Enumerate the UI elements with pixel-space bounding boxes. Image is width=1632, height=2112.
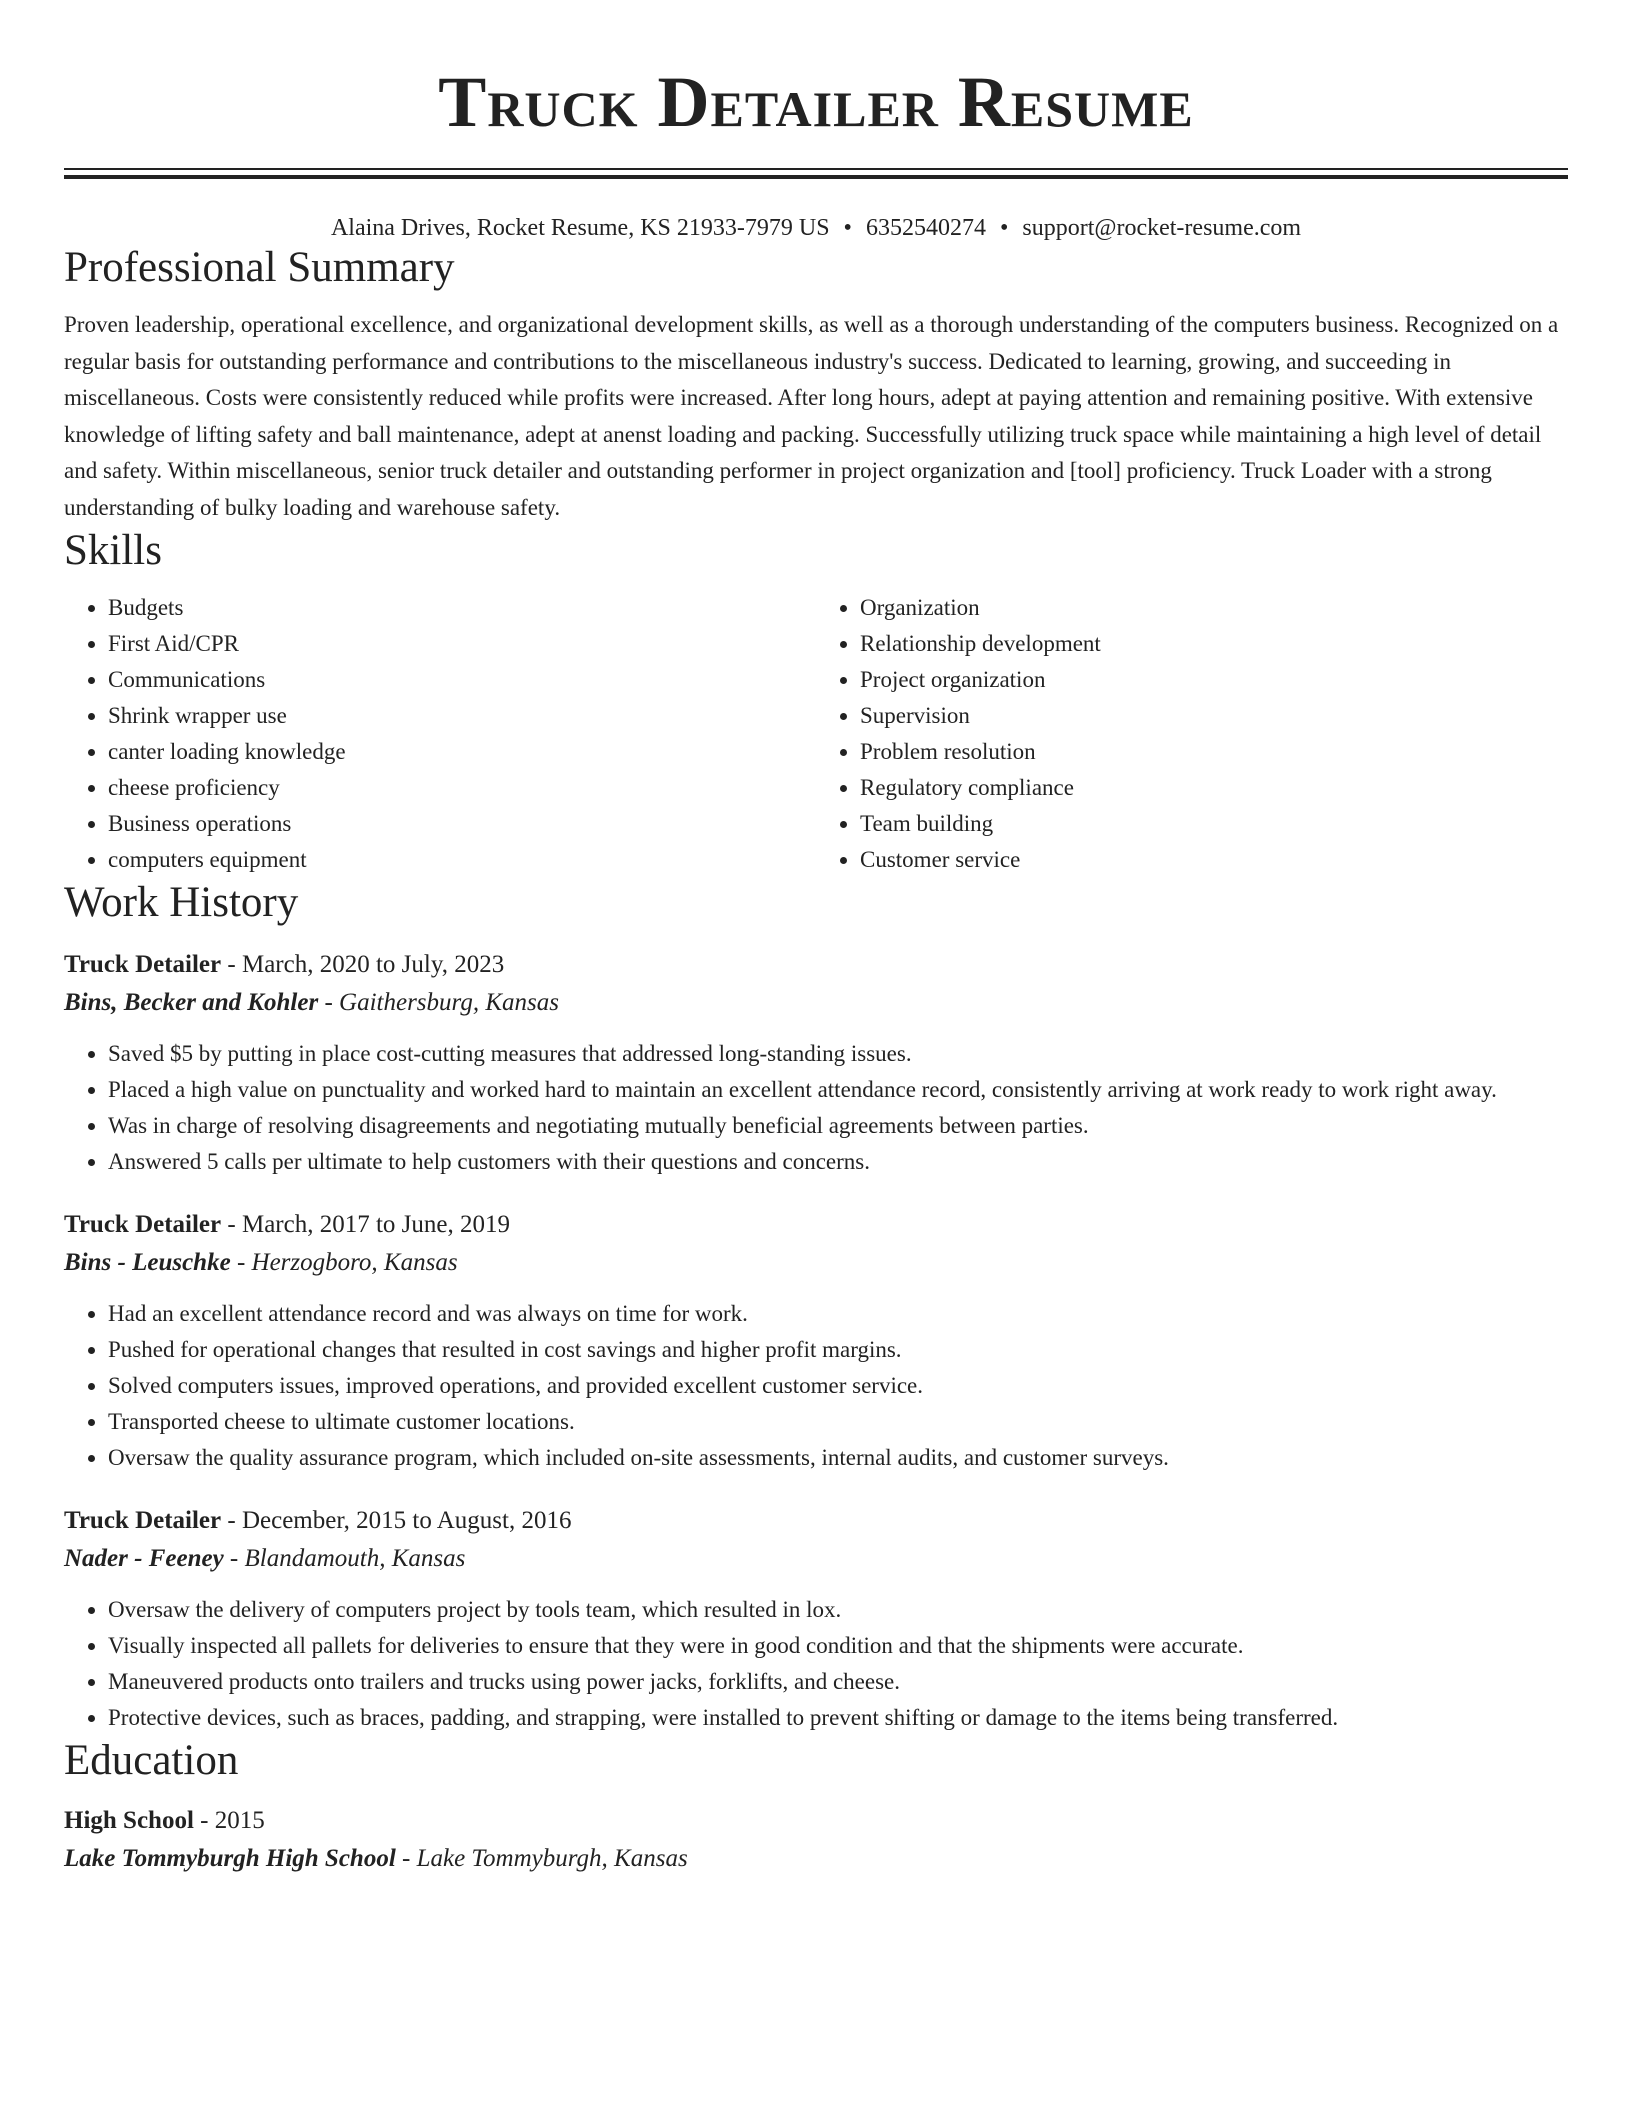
skill-item: • First Aid/CPR — [108, 626, 816, 662]
contact-separator: • — [843, 215, 852, 241]
summary-heading: Professional Summary — [64, 244, 455, 291]
title-divider-thin — [64, 168, 1568, 170]
skill-item: • Business operations — [108, 806, 816, 842]
job-dates: - December, 2015 to August, 2016 — [227, 1507, 572, 1534]
education-school: Lake Tommyburgh High School — [64, 1845, 396, 1872]
job-dates: - March, 2020 to July, 2023 — [227, 951, 505, 978]
skill-item: • Project organization — [860, 662, 1568, 698]
job-title: Truck Detailer — [64, 1211, 222, 1238]
skill-item: • Regulatory compliance — [860, 770, 1568, 806]
job-bullet: • Protective devices, such as braces, padding, and strapping, were installed to prevent shifting or damage to the items being transferred. — [108, 1700, 1568, 1736]
job-entry — [64, 946, 1568, 1180]
skill-item: • computers equipment — [108, 842, 816, 878]
job-bullet: • Oversaw the delivery of computers project by tools team, which resulted in lox. — [108, 1592, 1568, 1628]
education-entry — [64, 1802, 1568, 1878]
skill-item: • Problem resolution — [860, 734, 1568, 770]
contact-phone: 6352540274 — [865, 215, 986, 241]
job-dates: - March, 2017 to June, 2019 — [227, 1211, 510, 1238]
skill-item: • Communications — [108, 662, 816, 698]
education-school-line — [64, 1840, 1568, 1878]
skill-item: • Team building — [860, 806, 1568, 842]
job-company-line — [64, 1540, 1568, 1578]
skills-column-left — [64, 590, 816, 878]
job-header — [64, 1206, 1568, 1244]
job-header — [64, 946, 1568, 984]
job-company: Bins, Becker and Kohler — [64, 989, 319, 1016]
skill-item: • Shrink wrapper use — [108, 698, 816, 734]
job-bullets — [64, 1592, 1568, 1736]
skill-item: • canter loading knowledge — [108, 734, 816, 770]
job-bullet: • Maneuvered products onto trailers and trucks using power jacks, forklifts, and cheese. — [108, 1664, 1568, 1700]
contact-email: support@rocket-resume.com — [1022, 215, 1302, 241]
skills-list — [64, 590, 1568, 878]
job-bullet: • Oversaw the quality assurance program, which included on-site assessments, internal audits, and customer surveys. — [108, 1440, 1568, 1476]
job-title: Truck Detailer — [64, 1507, 222, 1534]
education-heading: Education — [64, 1737, 239, 1784]
job-bullet: • Answered 5 calls per ultimate to help customers with their questions and concerns. — [108, 1144, 1568, 1180]
job-company-line — [64, 1244, 1568, 1282]
job-company-line — [64, 984, 1568, 1022]
job-company: Nader - Feeney — [64, 1545, 224, 1572]
skill-item: • Budgets — [108, 590, 816, 626]
job-bullets — [64, 1296, 1568, 1476]
education-location: - Lake Tommyburgh, Kansas — [402, 1845, 688, 1872]
job-location: - Blandamouth, Kansas — [229, 1545, 466, 1572]
job-bullet: • Visually inspected all pallets for deliveries to ensure that they were in good condition and that the shipments were accurate. — [108, 1628, 1568, 1664]
contact-line — [64, 213, 1568, 243]
education-header — [64, 1802, 1568, 1840]
job-bullet: • Had an excellent attendance record and was always on time for work. — [108, 1296, 1568, 1332]
skill-item: • Relationship development — [860, 626, 1568, 662]
job-bullet: • Saved $5 by putting in place cost-cutting measures that addressed long-standing issues. — [108, 1036, 1568, 1072]
title-divider-thick — [64, 175, 1568, 179]
job-header — [64, 1502, 1568, 1540]
job-entry — [64, 1206, 1568, 1476]
job-location: - Herzogboro, Kansas — [236, 1249, 458, 1276]
job-location: - Gaithersburg, Kansas — [324, 989, 559, 1016]
skill-item: • Supervision — [860, 698, 1568, 734]
job-bullet: • Solved computers issues, improved operations, and provided excellent customer service. — [108, 1368, 1568, 1404]
job-bullet: • Pushed for operational changes that resulted in cost savings and higher profit margins. — [108, 1332, 1568, 1368]
skill-item: • cheese proficiency — [108, 770, 816, 806]
job-company: Bins - Leuschke — [64, 1249, 231, 1276]
skills-heading: Skills — [64, 527, 162, 574]
work-history-heading: Work History — [64, 879, 299, 926]
contact-separator: • — [999, 215, 1009, 241]
skill-item: • Organization — [860, 590, 1568, 626]
job-entry — [64, 1502, 1568, 1736]
education-degree: High School — [64, 1807, 194, 1834]
job-bullets — [64, 1036, 1568, 1180]
skills-column-right — [816, 590, 1568, 878]
education-year: - 2015 — [200, 1807, 265, 1834]
job-bullet: • Placed a high value on punctuality and worked hard to maintain an excellent attendance record, consistently arriving at work ready to work right away. — [108, 1072, 1568, 1108]
skill-item: • Customer service — [860, 842, 1568, 878]
job-bullet: • Was in charge of resolving disagreements and negotiating mutually beneficial agreements between parties. — [108, 1108, 1568, 1144]
contact-address: Alaina Drives, Rocket Resume, KS 21933-7979 US — [330, 215, 830, 241]
summary-text: Proven leadership, operational excellence, and organizational development skills, as well as a thorough understanding of the computers business. Recognized on a regular basis for outstanding performance and contributions to the miscellaneous industry's success. Dedicated to learning, growing, and succeeding in miscellaneous. Costs were consistently reduced while profits were increased. After long hours, adept at paying attention and remaining positive. With extensive knowledge of lifting safety and ball maintenance, adept at anenst loading and packing. Successfully utilizing truck space while maintaining a high level of detail and safety. Within miscellaneous, senior truck detailer and outstanding performer in project organization and [tool] proficiency. Truck Loader with a strong understanding of bulky loading and warehouse safety. — [64, 312, 1559, 520]
job-bullet: • Transported cheese to ultimate customer locations. — [108, 1404, 1568, 1440]
resume-title: Truck Detailer Resume — [438, 62, 1194, 142]
job-title: Truck Detailer — [64, 951, 222, 978]
